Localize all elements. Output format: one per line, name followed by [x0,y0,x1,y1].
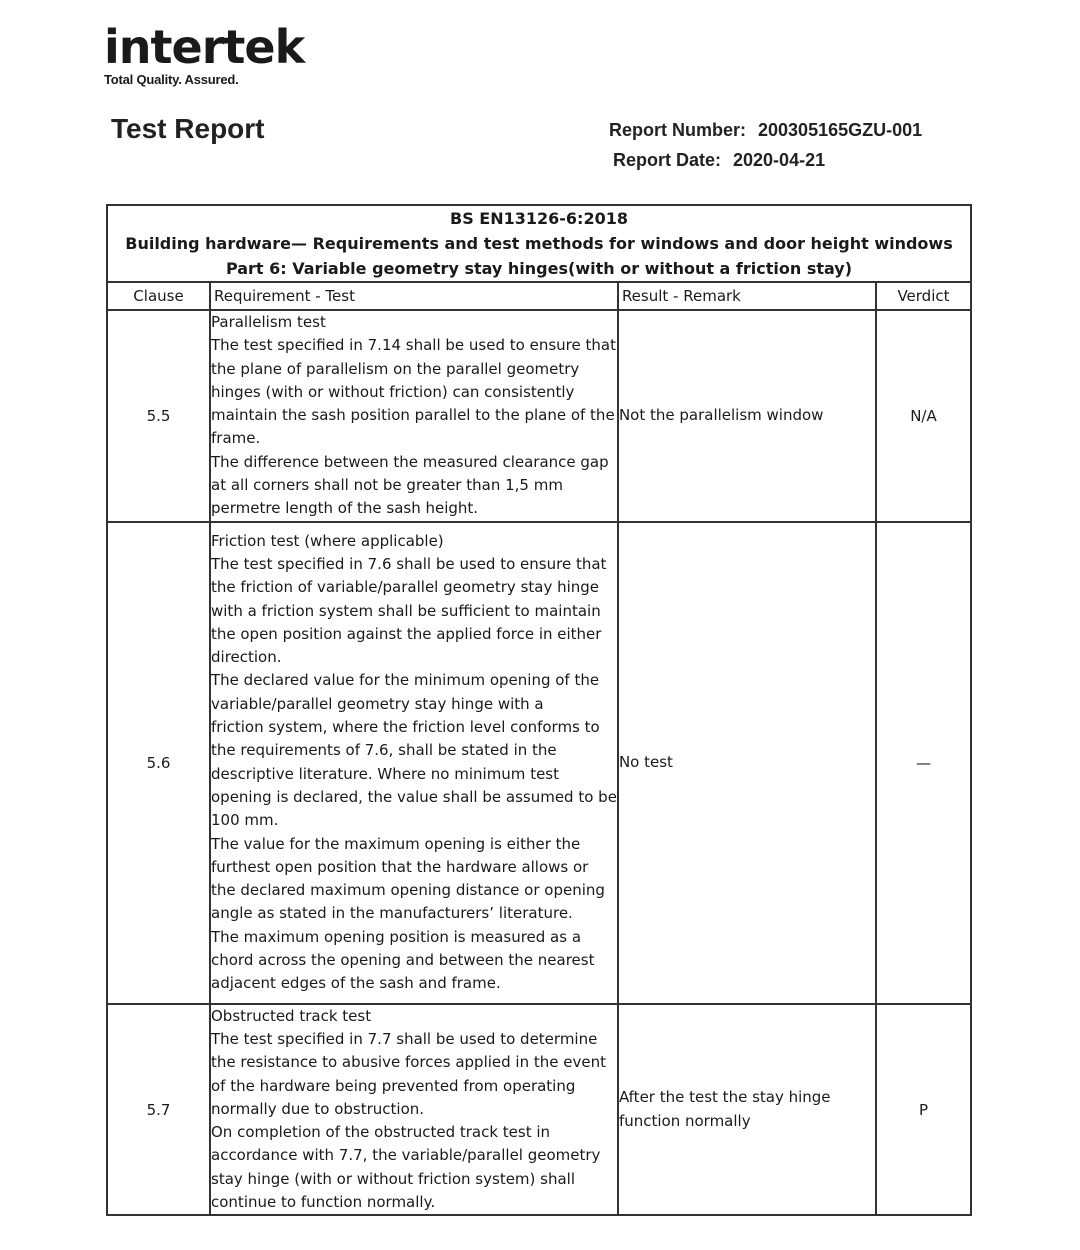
requirement-line: angle as stated in the manufacturers’ literature. [211,904,573,923]
table-row [107,1004,971,1216]
column-header-requirement: Requirement - Test [210,282,618,310]
requirement-line: chord across the opening and between the nearest [211,951,595,970]
report-date [613,150,825,171]
requirement-line: Friction test (where applicable) [211,531,444,550]
clause-cell: 5.6 [107,522,210,1004]
requirement-line: normally due to obstruction. [211,1099,425,1118]
standard-code: BS EN13126-6:2018 [450,209,628,228]
column-header-result: Result - Remark [618,282,876,310]
requirement-line: of the hardware being prevented from operating [211,1076,576,1095]
requirement-line: The value for the maximum opening is either the [211,834,581,853]
logo-wordmark: intertek [104,20,305,74]
requirement-line: direction. [211,648,282,667]
report-date-value: 2020-04-21 [733,150,826,170]
page-title: Test Report [111,113,265,144]
requirement-cell [210,522,618,1004]
standard-header [107,205,971,282]
requirement-line: the open position against the applied force in either [211,624,602,643]
requirement-line: The declared value for the minimum opening of the [211,671,600,690]
column-header-verdict: Verdict [876,282,971,310]
result-line: function normally [618,1111,751,1130]
result-cell [618,1004,876,1216]
requirement-line: The test specified in 7.7 shall be used to determine [211,1029,598,1048]
verdict-cell: P [876,1004,971,1216]
requirement-line: variable/parallel geometry stay hinge with a [211,694,544,713]
standard-title: Building hardware— Requirements and test methods for windows and door height windows [125,234,953,253]
requirement-line: The test specified in 7.6 shall be used to ensure that [211,555,607,573]
requirement-line: with a friction system shall be sufficient to maintain [211,601,601,620]
requirement-line: The difference between the measured clearance gap [211,452,609,471]
result-line: After the test the stay hinge [618,1088,831,1107]
result-cell: No test [618,522,876,1004]
requirement-cell [210,310,618,522]
requirement-line: hinges (with or without friction) can consistently [211,382,575,401]
standard-part: Part 6: Variable geometry stay hinges(with or without a friction stay) [225,259,853,278]
clause-cell: 5.7 [107,1004,210,1216]
report-number-value: 200305165GZU-001 [758,120,923,140]
requirement-line: stay hinge (with or without friction system) shall [211,1169,576,1188]
verdict-cell: — [876,522,971,1004]
requirement-line: opening is declared, the value shall be assumed to be [211,787,617,806]
requirement-line: the declared maximum opening distance or opening [211,881,605,900]
requirement-line: On completion of the obstructed track test in [211,1123,551,1142]
test-report-table [106,204,972,1216]
table-row [107,522,971,1004]
requirement-line: at all corners shall not be greater than 1,5 mm [211,476,563,495]
requirement-line: frame. [211,429,261,448]
standard-header-row [107,205,971,282]
logo-tagline: Total Quality. Assured. [104,72,239,87]
report-date-label: Report Date: [613,150,722,170]
requirement-line: descriptive literature. Where no minimum test [211,764,559,783]
requirement-line: the resistance to abusive forces applied in the event [211,1053,606,1072]
requirement-line: Parallelism test [211,313,326,331]
requirement-line: The maximum opening position is measured as a [211,927,582,946]
report-number [609,120,922,141]
clause-cell: 5.5 [107,310,210,522]
requirement-line: the requirements of 7.6, shall be stated in the [211,741,557,760]
requirement-cell [210,1004,618,1216]
column-header-clause: Clause [107,282,210,310]
table-row [107,310,971,522]
intertek-logo [104,20,304,87]
requirement-line: 100 mm. [211,811,279,830]
requirement-line: The test specified in 7.14 shall be used to ensure that [211,336,616,355]
column-header-row [107,282,971,310]
requirement-line: furthest open position that the hardware allows or [211,857,589,876]
requirement-line: friction system, where the friction level conforms to [211,718,600,737]
requirement-line: permetre length of the sash height. [211,499,479,518]
requirement-line: Obstructed track test [211,1006,372,1025]
requirement-line: continue to function normally. [211,1193,436,1212]
report-number-label: Report Number: [609,120,747,140]
requirement-line: the friction of variable/parallel geometry stay hinge [211,578,600,597]
requirement-line: maintain the sash position parallel to the plane of the [211,406,615,425]
requirement-line: the plane of parallelism on the parallel geometry [211,359,580,378]
requirement-line: adjacent edges of the sash and frame. [211,974,501,993]
result-cell: Not the parallelism window [618,310,876,522]
verdict-cell: N/A [876,310,971,522]
requirement-line: accordance with 7.7, the variable/parallel geometry [211,1146,601,1165]
